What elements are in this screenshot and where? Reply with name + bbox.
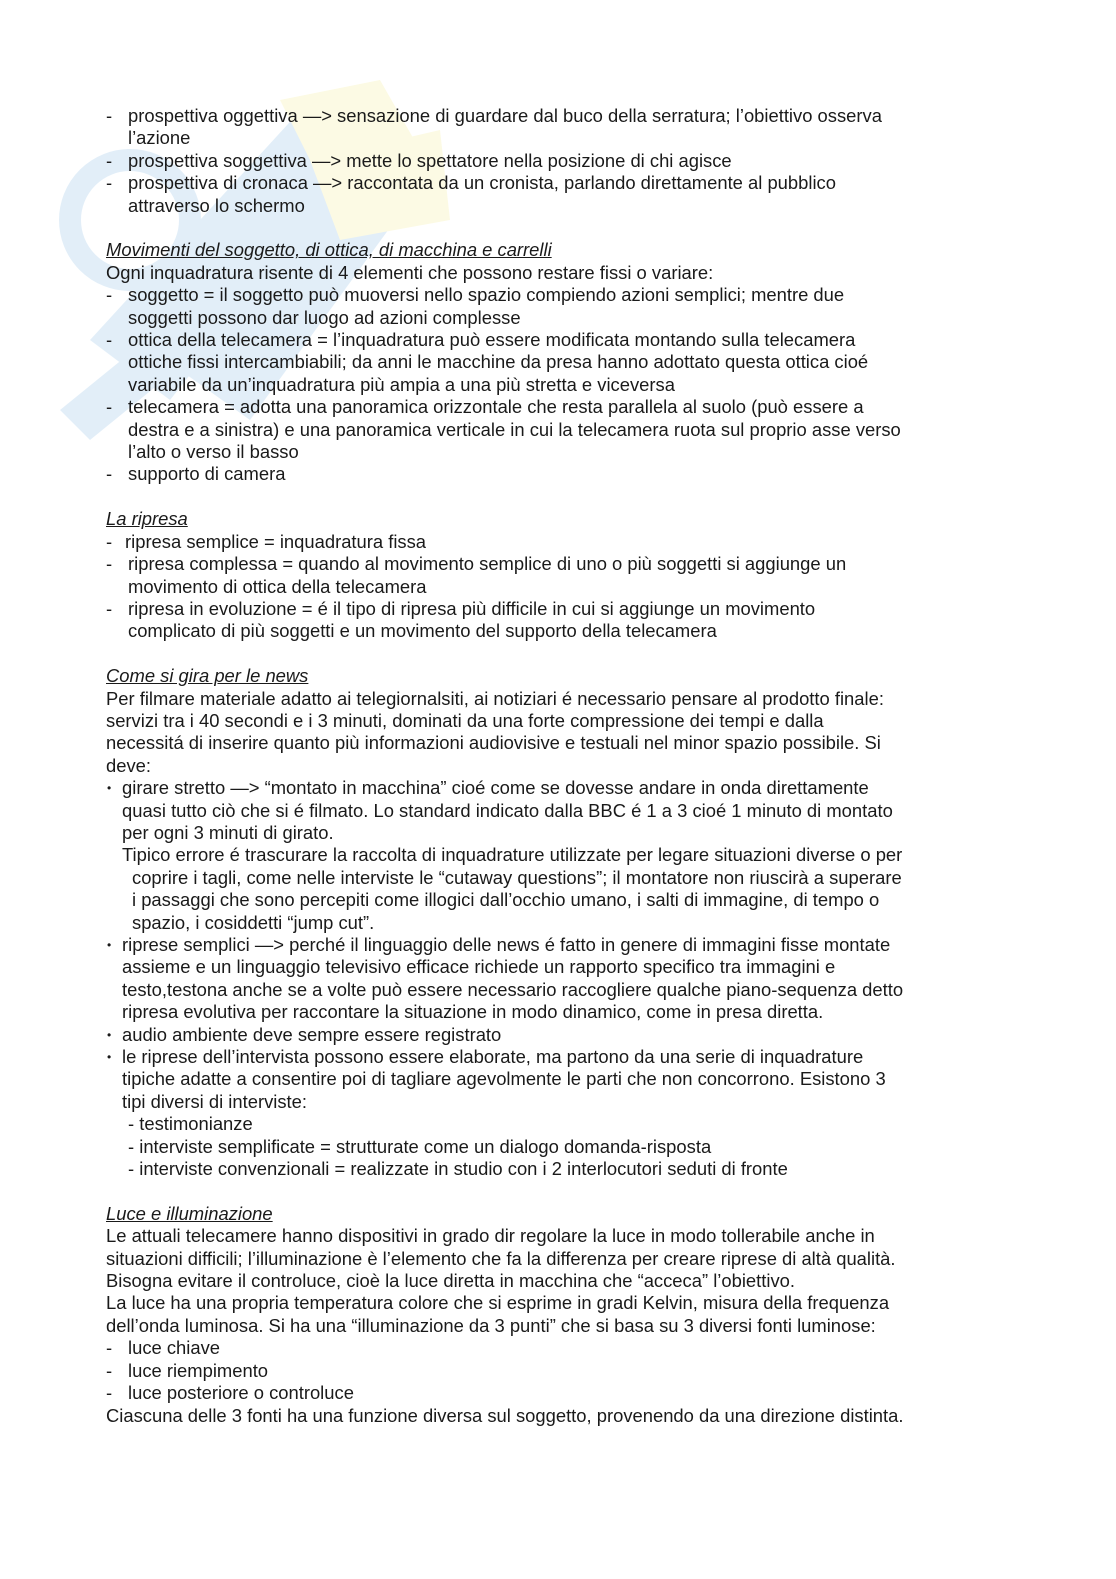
perspectives-list [106, 105, 1006, 217]
dash-marker: - [106, 396, 113, 418]
sub-item: - interviste convenzionali = realizzate in studio con i 2 interlocutori seduti di fronte [128, 1158, 788, 1180]
list-item: - ottica della telecamera = l’inquadratura può essere modificata montando sulla telecamera ottiche fissi intercambiabili; da anni le macchine da presa hanno adottato questa ottica cioé variabile da un’inquadratura più ampia a una più stretta e viceversa [106, 329, 869, 395]
list-item: - luce riempimento [106, 1359, 269, 1381]
list-item: - telecamera = adotta una panoramica orizzontale che resta parallela al suolo (può essere a destra e a sinistra) e una panoramica verticale in cui la telecamera ruota sul proprio asse verso l’alto o verso il basso [106, 396, 901, 463]
dash-marker: - [106, 1382, 113, 1404]
paragraph: Per filmare materiale adatto ai telegiornalsiti, ai notiziari é necessario pensare al prodotto finale: servizi tra i 40 secondi e i 3 minuti, dominati da una forte compressione dei tempi e dalla necessitá di inserire quanto più informazioni audiovisive e testuali nel minor spazio possibile. Si deve: [106, 687, 884, 776]
sub-item: - interviste semplificate = strutturate come un dialogo domanda-risposta [128, 1135, 712, 1157]
dash-marker: - [106, 597, 113, 619]
section-heading: Luce e illuminazione [106, 1202, 273, 1224]
list-item: • girare stretto —> “montato in macchina” cioé come se dovesse andare in onda direttamente quasi tutto ciò che si é filmato. Lo standard indicato dalla BBC é 1 a 3 cioé 1 minuto di montato per ogni 3 minuti di girato. Tipico errore é trascurare la raccolta di inquadrature utilizzate per legare situazioni diverse o per coprire i tagli, come nelle interviste le “cutaway questions”; il montatore non riuscirà a superare i passaggi che sono percepiti come illogici dall’occhio umano, i salti di immagine, di tempo o spazio, i cosiddetti “jump cut”. [107, 777, 903, 933]
dash-marker: - [106, 1359, 113, 1381]
movements-list [106, 284, 1006, 486]
dash-marker: - [106, 172, 113, 194]
document-page [106, 105, 1006, 1427]
list-item: - ripresa in evoluzione = é il tipo di ripresa più difficile in cui si aggiunge un movimento complicato di più soggetti e un movimento del supporto della telecamera [106, 597, 816, 642]
list-item: • riprese semplici —> perché il linguaggio delle news é fatto in genere di immagini fisse montate assieme e un linguaggio televisivo efficace richiede un rapporto specifico tra immagini e testo,testona anche se a volte può essere necessario raccogliere qualche piano-sequenza detto ripresa evolutiva per raccontare la situazione in modo dinamico, come in presa diretta. [107, 933, 904, 1023]
dash-marker: - [106, 553, 113, 575]
dash-marker: - [106, 284, 113, 306]
list-item: - ripresa semplice = inquadratura fissa [106, 530, 427, 552]
section-heading: Come si gira per le news [106, 665, 309, 687]
list-item: - supporto di camera [106, 463, 286, 485]
list-item: - prospettiva soggettiva —> mette lo spettatore nella posizione di chi agisce [106, 149, 732, 171]
list-item: - prospettiva oggettiva —> sensazione di guardare dal buco della serratura; l’obiettivo osserva l’azione [106, 105, 882, 149]
bullet-marker: • [107, 1027, 112, 1042]
list-item: • audio ambiente deve sempre essere registrato [107, 1023, 502, 1045]
bullet-marker: • [107, 1050, 112, 1065]
paragraph: Ogni inquadratura risente di 4 elementi che possono restare fissi o variare: [106, 261, 714, 283]
shot-types-list [106, 531, 1006, 643]
list-item: - luce chiave [106, 1337, 221, 1359]
list-item: - prospettiva di cronaca —> raccontata da un cronista, parlando direttamente al pubblico attraverso lo schermo [106, 172, 836, 216]
sub-item: - testimonianze [128, 1113, 253, 1135]
dash-marker: - [106, 463, 113, 485]
list-item: - soggetto = il soggetto può muoversi nello spazio compiendo azioni semplici; mentre due soggetti possono dar luogo ad azioni complesse [106, 284, 845, 328]
light-list [106, 1337, 1006, 1404]
dash-marker: - [106, 329, 113, 351]
list-item: • le riprese dell’intervista possono essere elaborate, ma partono da una serie di inquadrature tipiche adatte a consentire poi di tagliare agevolmente le parti che non concorrono. Esistono 3 tipi diversi di interviste: - testimonianze - interviste semplificate = strutturate come un dialogo domanda-risposta - interviste convenzionali = realizzate in studio con i 2 interlocutori seduti di fronte [106, 1046, 1006, 1180]
section-heading: Movimenti del soggetto, di ottica, di macchina e carrelli [106, 239, 552, 261]
dash-marker: - [106, 530, 113, 552]
section-heading: La ripresa [106, 508, 188, 530]
dash-marker: - [106, 105, 113, 126]
bullet-marker: • [107, 937, 112, 952]
list-item: - luce posteriore o controluce [106, 1382, 354, 1404]
paragraph: Ciascuna delle 3 fonti ha una funzione diversa sul soggetto, provenendo da una direzione distinta. [106, 1404, 904, 1426]
dash-marker: - [106, 149, 113, 171]
dash-marker: - [106, 1337, 113, 1359]
news-bullet-list [106, 777, 1006, 1180]
list-item: - ripresa complessa = quando al movimento semplice di uno o più soggetti si aggiunge un movimento di ottica della telecamera [106, 553, 847, 597]
bullet-marker: • [107, 781, 112, 796]
paragraph: Le attuali telecamere hanno dispositivi in grado dir regolare la luce in modo tollerabile anche in situazioni difficili; l’illuminazione è l’elemento che fa la differenza per creare riprese di altà qualità. Bisogna evitare il controluce, cioè la luce diretta in macchina che “acceca” l’obiettivo. La luce ha una propria temperatura colore che si esprime in gradi Kelvin, misura della frequenza dell’onda luminosa. Si ha una “illuminazione da 3 punti” che si basa su 3 diversi fonti luminose: [106, 1225, 896, 1336]
